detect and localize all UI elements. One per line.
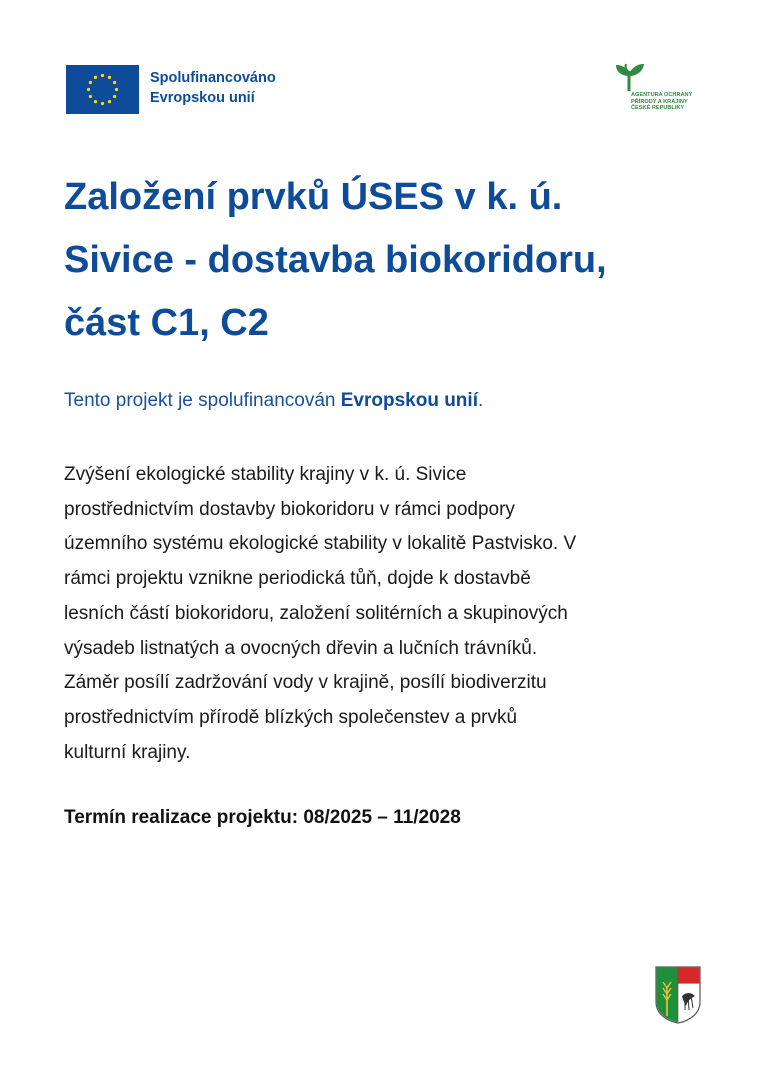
cofinancing-statement [64, 388, 483, 414]
eu-flag-icon [66, 65, 139, 114]
agency-label-line3: ČESKÉ REPUBLIKY [631, 105, 685, 112]
description-line: prostřednictvím dostavby biokoridoru v rámci podpory [64, 498, 515, 520]
eu-stars-icon [66, 65, 139, 114]
description-line: lesních částí biokoridoru, založení solitérních a skupinových [64, 602, 568, 624]
description-line: územního systému ekologické stability v lokalitě Pastvisko. V [64, 533, 577, 555]
eu-cofinancing-label [150, 68, 276, 108]
eu-label-line2: Evropskou unií [150, 90, 255, 106]
agency-label-line1: AGENTURA OCHRANY [631, 92, 693, 98]
description-line: Záměr posílí zadržování vody v krajině, posílí biodiverzitu [64, 672, 547, 694]
description-line: Zvýšení ekologické stability krajiny v k. ú. Sivice [64, 464, 467, 485]
description-line: prostřednictvím přírodě blízkých společenstev a prvků [64, 706, 518, 728]
description-line: kulturní krajiny. [64, 741, 191, 763]
aopk-leaf-icon [612, 62, 648, 92]
municipal-crest-icon [655, 966, 701, 1024]
title-line3: část C1, C2 [64, 302, 269, 344]
project-term: Termín realizace projektu: 08/2025 – 11/2028 [64, 807, 461, 828]
cofinancing-emphasis: Evropskou unií [340, 390, 478, 411]
eu-label-line1: Spolufinancováno [150, 70, 276, 86]
description-line: výsadeb listnatých a ovocných dřevin a lučních trávníků. [64, 637, 538, 659]
cofinancing-prefix: Tento projekt je spolufinancován [64, 390, 341, 411]
cofinancing-suffix: . [477, 390, 484, 411]
project-description [64, 458, 714, 770]
agency-logo [606, 62, 706, 122]
page-title [64, 166, 704, 355]
description-line: rámci projektu vznikne periodická tůň, dojde k dostavbě [64, 568, 531, 590]
title-line2: Sivice - dostavba biokoridoru, [64, 239, 607, 281]
title-line1: Založení prvků ÚSES v k. ú. [64, 176, 563, 218]
agency-label-line2: PŘÍRODY A KRAJINY [631, 98, 688, 105]
